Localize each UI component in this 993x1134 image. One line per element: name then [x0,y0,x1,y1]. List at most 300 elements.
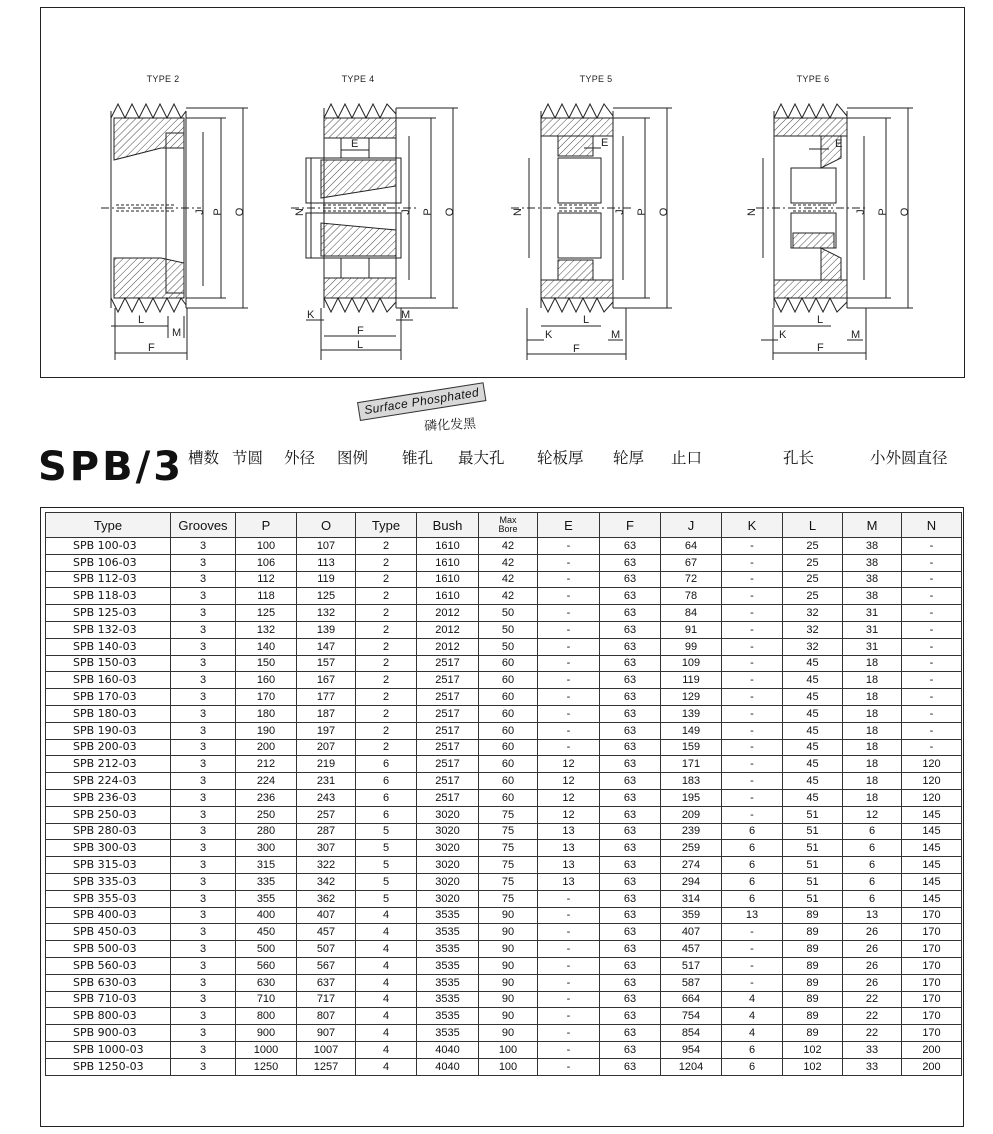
table-cell: 67 [661,554,722,571]
table-cell: 212 [236,756,297,773]
table-row [46,722,962,739]
table-cell: 120 [902,789,962,806]
dim-M-type2: M [172,327,182,339]
table-cell: 6 [843,823,902,840]
table-cell: SPB 112-03 [46,571,171,588]
table-cell: 307 [297,840,356,857]
table-cell: 63 [600,722,661,739]
table-cell: 287 [297,823,356,840]
table-row [46,588,962,605]
table-cell: 630 [236,974,297,991]
table-row [46,1041,962,1058]
table-cell: - [902,672,962,689]
table-cell: 106 [236,554,297,571]
table-cell: 243 [297,789,356,806]
table-cell: 63 [600,655,661,672]
table-cell: 89 [783,957,843,974]
table-cell: - [722,789,783,806]
table-cell: 18 [843,689,902,706]
table-cell: 1610 [417,554,479,571]
table-cell: 89 [783,1008,843,1025]
table-cell: 63 [600,789,661,806]
table-cell: 63 [600,840,661,857]
table-cell: 3535 [417,941,479,958]
table-cell: 3535 [417,991,479,1008]
table-cell: - [902,554,962,571]
table-cell: 63 [600,890,661,907]
table-cell: 6 [722,1041,783,1058]
table-cell: 236 [236,789,297,806]
table-cell: 145 [902,840,962,857]
table-cell: 3 [171,974,236,991]
table-cell: 2517 [417,689,479,706]
table-cell: 25 [783,538,843,555]
table-cell: 12 [538,773,600,790]
table-row [46,554,962,571]
table-cell: 3 [171,840,236,857]
table-cell: - [538,705,600,722]
table-cell: SPB 355-03 [46,890,171,907]
table-cell: 51 [783,806,843,823]
table-cell: 75 [479,823,538,840]
column-header-n: N [902,513,962,538]
table-cell: - [538,907,600,924]
table-cell: SPB 280-03 [46,823,171,840]
dim-E-type4: E [351,138,359,150]
table-cell: SPB 560-03 [46,957,171,974]
table-cell: 1610 [417,538,479,555]
table-cell: SPB 500-03 [46,941,171,958]
table-cell: - [902,621,962,638]
table-cell: 63 [600,621,661,638]
table-cell: - [538,605,600,622]
table-cell: SPB 224-03 [46,773,171,790]
table-cell: 3 [171,773,236,790]
table-cell: 209 [661,806,722,823]
table-cell: 13 [722,907,783,924]
table-cell: 3020 [417,890,479,907]
table-cell: 5 [356,873,417,890]
table-cell: 63 [600,538,661,555]
table-cell: 4040 [417,1041,479,1058]
table-cell: 45 [783,655,843,672]
table-cell: 954 [661,1041,722,1058]
table-cell: 60 [479,722,538,739]
table-cell: 355 [236,890,297,907]
table-cell: 12 [538,806,600,823]
table-cell: 5 [356,890,417,907]
table-cell: - [902,655,962,672]
table-cell: 6 [843,873,902,890]
table-row [46,1025,962,1042]
table-cell: - [902,638,962,655]
pulley-diagram-panel [40,7,965,378]
table-cell: 3 [171,571,236,588]
table-cell: - [722,924,783,941]
table-cell: 5 [356,840,417,857]
table-cell: 6 [722,1058,783,1075]
table-cell: 5 [356,857,417,874]
table-cell: 12 [538,756,600,773]
table-row [46,1008,962,1025]
table-cell: 195 [661,789,722,806]
table-cell: 500 [236,941,297,958]
table-row [46,739,962,756]
table-cell: 4 [356,1008,417,1025]
cn-header-grooves: 槽数 [188,449,220,467]
table-cell: - [902,722,962,739]
table-cell: 102 [783,1041,843,1058]
table-cell: 2 [356,554,417,571]
table-cell: - [538,554,600,571]
table-cell: 4 [722,1008,783,1025]
table-cell: SPB 800-03 [46,1008,171,1025]
table-cell: - [722,806,783,823]
table-cell: 60 [479,756,538,773]
type2-drawing [101,104,248,360]
table-cell: 4 [356,957,417,974]
table-cell: 90 [479,924,538,941]
table-row [46,823,962,840]
table-cell: 89 [783,1025,843,1042]
table-cell: 6 [843,890,902,907]
cn-header-rim-width: 轮厚 [613,449,645,467]
table-cell: 167 [297,672,356,689]
table-cell: 219 [297,756,356,773]
table-row [46,806,962,823]
dim-J-type5: J [614,209,626,215]
table-row [46,773,962,790]
table-cell: 3 [171,857,236,874]
table-cell: 4 [356,907,417,924]
table-cell: 60 [479,689,538,706]
dim-P-type4: P [422,208,434,216]
table-cell: 200 [902,1058,962,1075]
table-cell: 3020 [417,806,479,823]
table-cell: 900 [236,1025,297,1042]
table-cell: 63 [600,1025,661,1042]
dim-F-type6: F [817,342,824,354]
table-cell: 800 [236,1008,297,1025]
table-cell: 109 [661,655,722,672]
table-cell: 1257 [297,1058,356,1075]
table-cell: - [722,621,783,638]
table-cell: 139 [661,705,722,722]
table-cell: 89 [783,941,843,958]
table-cell: - [722,957,783,974]
table-cell: 1000 [236,1041,297,1058]
table-cell: - [538,538,600,555]
table-cell: - [538,924,600,941]
table-row [46,991,962,1008]
table-cell: 6 [356,773,417,790]
table-cell: 63 [600,873,661,890]
table-cell: 754 [661,1008,722,1025]
table-cell: 362 [297,890,356,907]
table-cell: - [538,991,600,1008]
table-row [46,672,962,689]
table-cell: 25 [783,571,843,588]
table-cell: 45 [783,739,843,756]
table-cell: 3020 [417,823,479,840]
table-cell: 3 [171,1041,236,1058]
table-cell: 314 [661,890,722,907]
column-header-p: P [236,513,297,538]
table-row [46,756,962,773]
table-cell: 75 [479,806,538,823]
table-cell: 2 [356,538,417,555]
cn-header-max-bore: 最大孔 [458,449,505,467]
table-cell: 200 [236,739,297,756]
table-cell: 3 [171,789,236,806]
table-cell: 3535 [417,1025,479,1042]
spec-table-panel [40,507,964,1127]
cn-header-spigot: 止口 [671,449,703,467]
table-cell: 6 [722,873,783,890]
table-cell: 63 [600,756,661,773]
table-cell: 129 [661,689,722,706]
dim-M-type6: M [851,329,861,341]
table-cell: 38 [843,554,902,571]
table-cell: 6 [356,756,417,773]
table-cell: 170 [902,941,962,958]
dim-O-type4: O [444,207,456,217]
table-cell: 4040 [417,1058,479,1075]
table-cell: 18 [843,705,902,722]
table-cell: 60 [479,739,538,756]
table-cell: 3 [171,907,236,924]
table-cell: 100 [236,538,297,555]
table-cell: 187 [297,705,356,722]
table-cell: 63 [600,957,661,974]
table-cell: 170 [902,1025,962,1042]
table-cell: 102 [783,1058,843,1075]
table-cell: 257 [297,806,356,823]
table-cell: 3 [171,941,236,958]
table-cell: 149 [661,722,722,739]
table-cell: 90 [479,957,538,974]
cn-header-small-od: 小外圆直径 [870,449,948,467]
table-cell: 75 [479,890,538,907]
table-cell: 2517 [417,722,479,739]
table-cell: 18 [843,722,902,739]
table-cell: 1204 [661,1058,722,1075]
table-cell: 51 [783,857,843,874]
table-cell: 145 [902,890,962,907]
table-cell: SPB 132-03 [46,621,171,638]
model-title: SPB/3 [38,444,185,490]
table-cell: 250 [236,806,297,823]
table-cell: 2517 [417,789,479,806]
table-cell: 60 [479,705,538,722]
table-cell: 207 [297,739,356,756]
table-cell: 239 [661,823,722,840]
table-cell: SPB 212-03 [46,756,171,773]
table-cell: 145 [902,857,962,874]
table-cell: 507 [297,941,356,958]
table-cell: 3 [171,672,236,689]
table-cell: 1610 [417,588,479,605]
table-cell: 13 [538,840,600,857]
table-cell: 45 [783,722,843,739]
table-cell: 854 [661,1025,722,1042]
table-cell: 26 [843,924,902,941]
table-cell: SPB 1000-03 [46,1041,171,1058]
column-header-l: L [783,513,843,538]
table-cell: 100 [479,1058,538,1075]
table-cell: 407 [297,907,356,924]
table-cell: 294 [661,873,722,890]
spec-table [45,512,962,1076]
type-2-label: TYPE 2 [146,74,180,84]
table-cell: 2 [356,571,417,588]
dim-F-type2: F [148,342,155,354]
table-cell: SPB 900-03 [46,1025,171,1042]
table-cell: 63 [600,974,661,991]
table-cell: 4 [356,1058,417,1075]
table-cell: 710 [236,991,297,1008]
table-cell: 2517 [417,773,479,790]
table-cell: - [722,638,783,655]
table-cell: 2 [356,605,417,622]
table-cell: 38 [843,588,902,605]
table-cell: 4 [356,974,417,991]
table-cell: - [538,1025,600,1042]
table-cell: 113 [297,554,356,571]
table-cell: 517 [661,957,722,974]
table-cell: 75 [479,857,538,874]
table-cell: 140 [236,638,297,655]
table-cell: 807 [297,1008,356,1025]
table-cell: 6 [843,840,902,857]
table-cell: 50 [479,605,538,622]
dim-P-type6: P [877,208,889,216]
table-cell: - [538,957,600,974]
table-row [46,840,962,857]
table-cell: - [722,974,783,991]
column-header-type: Type [46,513,171,538]
table-cell: 259 [661,840,722,857]
table-cell: 63 [600,689,661,706]
table-cell: - [902,571,962,588]
table-cell: 450 [236,924,297,941]
table-cell: SPB 180-03 [46,705,171,722]
table-cell: 50 [479,638,538,655]
table-cell: 60 [479,672,538,689]
table-cell: 664 [661,991,722,1008]
table-cell: 157 [297,655,356,672]
table-cell: 31 [843,621,902,638]
table-cell: 717 [297,991,356,1008]
table-cell: 3020 [417,873,479,890]
table-cell: 567 [297,957,356,974]
table-cell: 177 [297,689,356,706]
column-header-max-bore: Max Bore [479,513,538,538]
table-cell: 3 [171,655,236,672]
table-cell: 407 [661,924,722,941]
table-cell: 33 [843,1058,902,1075]
table-cell: 197 [297,722,356,739]
table-cell: 22 [843,991,902,1008]
table-cell: 51 [783,823,843,840]
table-cell: 63 [600,571,661,588]
table-cell: 13 [843,907,902,924]
table-cell: 3535 [417,957,479,974]
table-cell: 1007 [297,1041,356,1058]
table-row [46,890,962,907]
table-cell: 33 [843,1041,902,1058]
surface-treatment-stamp [360,384,530,434]
column-header-grooves: Grooves [171,513,236,538]
column-header-e: E [538,513,600,538]
table-cell: 12 [538,789,600,806]
dim-M-type5: M [611,329,621,341]
table-cell: 4 [356,941,417,958]
table-cell: SPB 710-03 [46,991,171,1008]
table-cell: 100 [479,1041,538,1058]
table-cell: 119 [297,571,356,588]
table-cell: - [538,638,600,655]
dim-L-type5: L [583,314,590,326]
table-cell: 190 [236,722,297,739]
type5-drawing [511,104,672,360]
table-cell: 63 [600,1008,661,1025]
table-cell: 4 [356,1041,417,1058]
table-cell: 42 [479,588,538,605]
table-cell: 89 [783,991,843,1008]
table-cell: SPB 630-03 [46,974,171,991]
table-cell: 3 [171,1058,236,1075]
table-row [46,789,962,806]
dim-K-type6: K [779,329,787,341]
table-cell: 3020 [417,840,479,857]
cn-header-taper-bore: 锥孔 [402,449,434,467]
table-row [46,689,962,706]
table-row [46,974,962,991]
dim-N-type5: N [512,208,524,216]
table-row [46,1058,962,1075]
table-cell: 118 [236,588,297,605]
table-cell: 6 [722,857,783,874]
table-cell: 2517 [417,655,479,672]
dim-N-type6: N [746,208,758,216]
table-cell: 3535 [417,1008,479,1025]
table-cell: 3 [171,638,236,655]
table-cell: 63 [600,672,661,689]
table-cell: 400 [236,907,297,924]
table-cell: 63 [600,857,661,874]
table-cell: 63 [600,1058,661,1075]
table-cell: 3 [171,991,236,1008]
table-cell: SPB 315-03 [46,857,171,874]
table-cell: 3535 [417,924,479,941]
table-cell: - [722,554,783,571]
table-cell: 45 [783,789,843,806]
table-row [46,655,962,672]
table-cell: 3 [171,924,236,941]
table-cell: SPB 190-03 [46,722,171,739]
table-cell: 145 [902,873,962,890]
table-row [46,924,962,941]
table-cell: 457 [297,924,356,941]
table-cell: 12 [843,806,902,823]
table-cell: 63 [600,806,661,823]
table-cell: 4 [722,991,783,1008]
dim-E-type5: E [601,137,609,149]
table-cell: 231 [297,773,356,790]
table-row [46,705,962,722]
table-cell: 45 [783,672,843,689]
